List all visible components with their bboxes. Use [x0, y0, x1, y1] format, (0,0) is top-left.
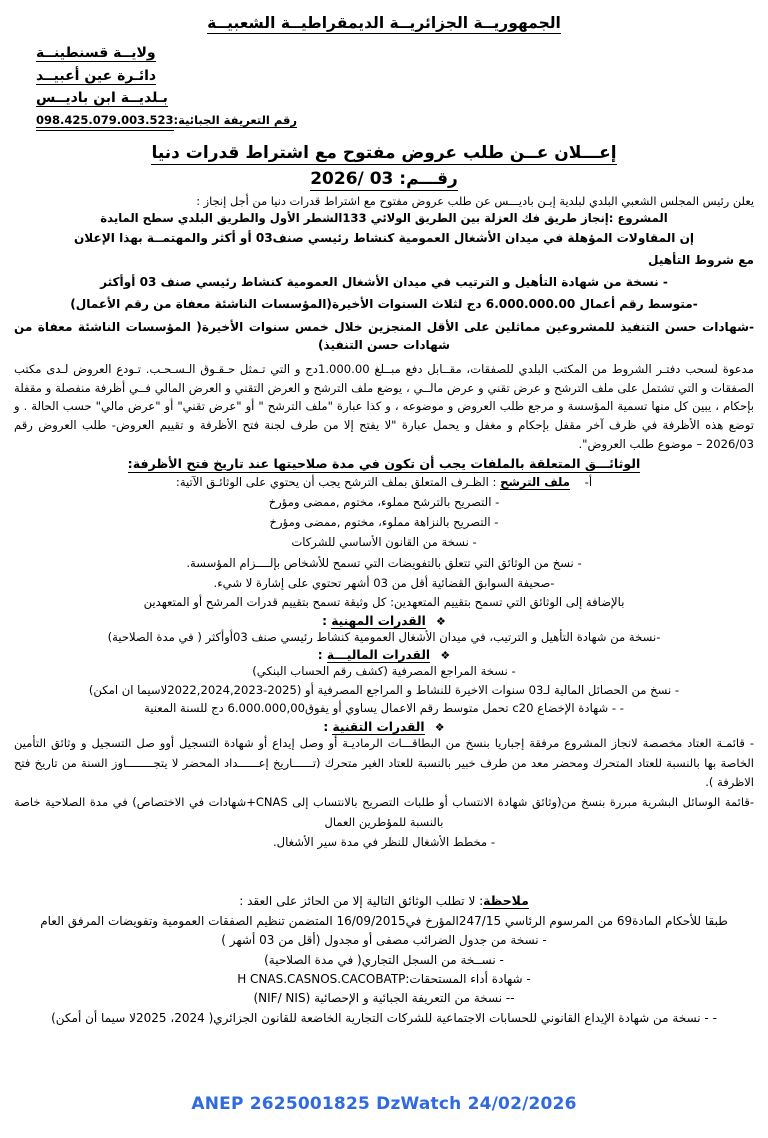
note-label-text: ملاحظة	[483, 893, 529, 909]
republic-heading-text: الجمهوريــة الجزائريــة الديمقراطيــة الشعبيــة	[207, 14, 561, 32]
list-item: - نسخة من القانون الأساسي للشركات	[291, 535, 477, 550]
daira-line	[36, 66, 754, 88]
capability-heading-financial	[14, 648, 754, 662]
documents-heading	[14, 456, 754, 471]
qualification-item: - نسخة من شهادة التأهيل و الترتيب في ميدان الأشغال العمومية كنشاط رئيسي صنف 03 أوأكثر	[100, 275, 668, 290]
note-title-line	[14, 891, 754, 911]
project-description: المشروع :إنجاز طريق فك العزلة بين الطريق الولائي 133الشطر الأول والطريق البلدي سطح المايدة	[100, 210, 668, 225]
capability-item: - نسخ من الحصائل المالية لـ03 سنوات الاخيرة للنشاط و المراجع المصرفية أو (2025-2022,2024,2023لاسيما ان امكن)	[88, 682, 680, 697]
qualification-item: -شهادات حسن التنفيذ للمشروعين مماثلين على الأقل المنجزين خلال خمس سنوات الأخيرة( المؤسسات الناشئة معفاة من شهادات حسن التنفيذ)	[14, 319, 754, 352]
note-item: - نسخة من جدول الضرائب مصفى أو مجدول (أقل من 03 أشهر )	[221, 933, 547, 948]
note-label-rest: : لا تطلب الوثائق التالية إلا من الحائز على العقد :	[239, 894, 484, 909]
capability-heading-professional	[14, 614, 754, 628]
capability-item: -نسخة من شهادة التأهيل و الترتيب، في ميدان الأشغال العمومية كنشاط رئيسي صنف 03أوأكثر ( في مدة الصلاحية)	[107, 629, 661, 644]
capability-item: - نسخة المراجع المصرفية (كشف رقم الحساب البنكي)	[252, 664, 516, 679]
candidacy-file-marker: أ-	[584, 474, 593, 489]
baladiya-text: بـلديــة ابن باديــس	[36, 90, 168, 107]
list-item: -صحيفة السوابق القضائية أقل من 03 أشهر تحتوي على إشارة لا شيء.	[213, 575, 555, 590]
candidacy-file-item	[14, 475, 754, 489]
tax-id-line	[36, 112, 754, 131]
list-item: - التصريح بالترشح مملوء، مختوم ,ممضى ومؤرخ	[268, 494, 500, 509]
capability-title: القدرات التقنية	[332, 719, 425, 734]
tax-id-label: رقم التعريفة الجبائية:	[173, 113, 298, 128]
capability-colon: :	[323, 719, 329, 734]
documents-heading-text: الوثائـــق المتعلقة بالملفات يجب أن تكون في مدة صلاحيتها عند تاريخ فتح الأظرفة:	[127, 455, 641, 471]
capability-item: -قائمة الوسائل البشرية مبررة بنسخ من(وثائق شهادة الانتساب أو طلبات التصريح بالانتساب إلى CNAS+شهادات في الاختصاص) في مدة الصلاحية خاصة بالنسبة للمؤطرين العمال	[14, 795, 754, 829]
capability-heading-technical	[14, 720, 754, 734]
note-item: - - نسخة من شهادة الإيداع القانوني للحسابات الاجتماعية للشركات التجارية الخاضعة للقانون الجزائري( 2024، 2025لا سيما أن أمكن)	[51, 1010, 717, 1025]
note-item: -- نسخة من التعريفة الجبائية و الإحصائية (NIF/ NIS)	[253, 991, 515, 1006]
qualification-list	[14, 273, 754, 354]
announcement-title-line1-text: إعـــلان عــن طلب عروض مفتوح مع اشتراط قدرات دنيا	[151, 142, 617, 163]
capability-item: - قائمـة العتاد مخصصة لانجاز المشروع مرفقة إجباريا بنسخ من البطاقـــات الرماديـة أو وصل إيداع أو شهادة التسجيل أوو صل التسجيل و وثائق التأمين الخاصة بها بالنسبة للعتاد المتحرك ومحضر معد من طرف خبير بالنسبة للعتاد الغير متحرك (تــــــاريخ إعــــــداد المحضر لا يتجــــــــاوز السنة من تاريخ فتح الاظرفة ).	[14, 735, 754, 790]
anep-footer: ANEP 2625001825 DzWatch 24/02/2026	[191, 1094, 577, 1114]
announcement-title-line2	[14, 169, 754, 189]
withdrawal-paragraph: مدعوة لسحب دفتـر الشروط من المكتب البلدي للصفقات، مقــابل دفع مبــلغ 1.000.00دج و التي تـمثل حـقـوق الـسـحـب. تـودع العروض لـدى مكتب الصفقات و التي تشتمل على ملف الترشح و عرض تقني و عرض مالــي ، يوضع ملف الترشح و العرض التقني و العرض المالي فــي أظرفة منفصلة و مقفلة بإحكام ، يبين كل منها تسمية المؤسسة و مرجع طلب العروض و موضوعه ، و كذا عبارة "ملف الترشح " أو "عرض تقني" أو "عرض مالي" حسب الحالة . و توضع هذه الأظرفة في ظرف آخر مقفل بإحكام و مغفل و يحمل عبارة "لا يفتح إلا من طرف لجنة فتح الأظرفة و تقييم العروض- طلب العروض رقم 2026/03 – موضوع طلب العروض".	[14, 361, 754, 451]
qualification-conditions-label: مع شروط التأهيل	[648, 253, 754, 268]
capability-colon: :	[322, 613, 327, 628]
diamond-bullet-icon: ❖	[436, 614, 446, 628]
capability-item: - مخطط الأشغال للنظر في مدة سير الأشغال.	[272, 834, 496, 849]
capabilities-section	[14, 614, 754, 852]
capability-title: القدرات الماليـــة	[326, 648, 431, 663]
wilaya-text: ولايــة قسنطينــة	[36, 45, 156, 61]
republic-heading	[14, 14, 754, 33]
list-item: - التصريح بالنزاهة مملوء، مختوم ,ممضى ومؤرخ	[269, 515, 499, 530]
tax-id-group	[36, 113, 297, 128]
evaluation-documents-note: بالإضافة إلى الوثائق التي تسمح بتقييم المتعهدين: كل وثيقة تسمح بتقييم قدرات المرشح أو المتعهدين	[143, 595, 625, 610]
note-section	[14, 891, 754, 1028]
note-item: - نســخة من السجل التجاري( في مدة الصلاحية)	[264, 952, 504, 967]
daira-text: دائـرة عين أعبيــد	[36, 67, 157, 84]
tax-id-number: 098.425.079.003.523	[36, 112, 174, 131]
note-item: - شهادة أداء المستحقات:H CNAS.CASNOS.CACOBATP	[237, 972, 531, 986]
wilaya-line	[36, 43, 754, 65]
candidacy-file-text: : الظـرف المتعلق بملف الترشح يجب أن يحتوي على الوثائـق الآتية:	[175, 474, 497, 489]
announcement-title-line1	[14, 143, 754, 163]
capability-item: - - شهادة الإخضاع c20 تحمل متوسط رقم الاعمال يساوي أو يفوق6.000.000,00 دج للسنة المعنية	[144, 701, 624, 716]
diamond-bullet-icon: ❖	[440, 649, 451, 663]
announcement-title-line2-text: رقـــم: 03 /2026	[310, 168, 458, 189]
list-item: - نسخ من الوثائق التي تتعلق بالتفويضات التي تسمح للأشخاص بإلــــزام المؤسسة.	[186, 555, 582, 570]
intro-paragraph: يعلن رئيس المجلس الشعبي البلدي لبلدية إبـن باديـــس عن طلب عروض مفتوح مع اشتراط قدرات دنيا من أجل إنجاز :	[196, 193, 754, 208]
candidacy-documents-list	[14, 492, 754, 593]
note-label	[483, 893, 529, 909]
capability-colon: :	[317, 648, 323, 663]
administration-block	[14, 43, 754, 131]
qualification-lead: إن المقاولات المؤهلة في ميدان الأشغال العمومية كنشاط رئيسي صنف03 أو أكثر والمهتمــة بهذا الإعلان	[73, 230, 695, 245]
capability-title: القدرات المهنية	[331, 613, 426, 628]
candidacy-file-label: ملف الترشح	[500, 474, 570, 489]
qualification-item: -متوسط رقم أعمال 6.000.000.00 دج لثلاث السنوات الأخيرة(المؤسسات الناشئة معفاة من رقم الأعمال)	[70, 297, 698, 312]
diamond-bullet-icon: ❖	[434, 720, 445, 734]
baladiya-line	[36, 88, 754, 110]
note-item: طبقا للأحكام المادة69 من المرسوم الرئاسي 247/15المؤرخ في16/09/2015 المتضمن تنظيم الصفقات العمومية وتفويضات المرفق العام	[40, 913, 728, 928]
